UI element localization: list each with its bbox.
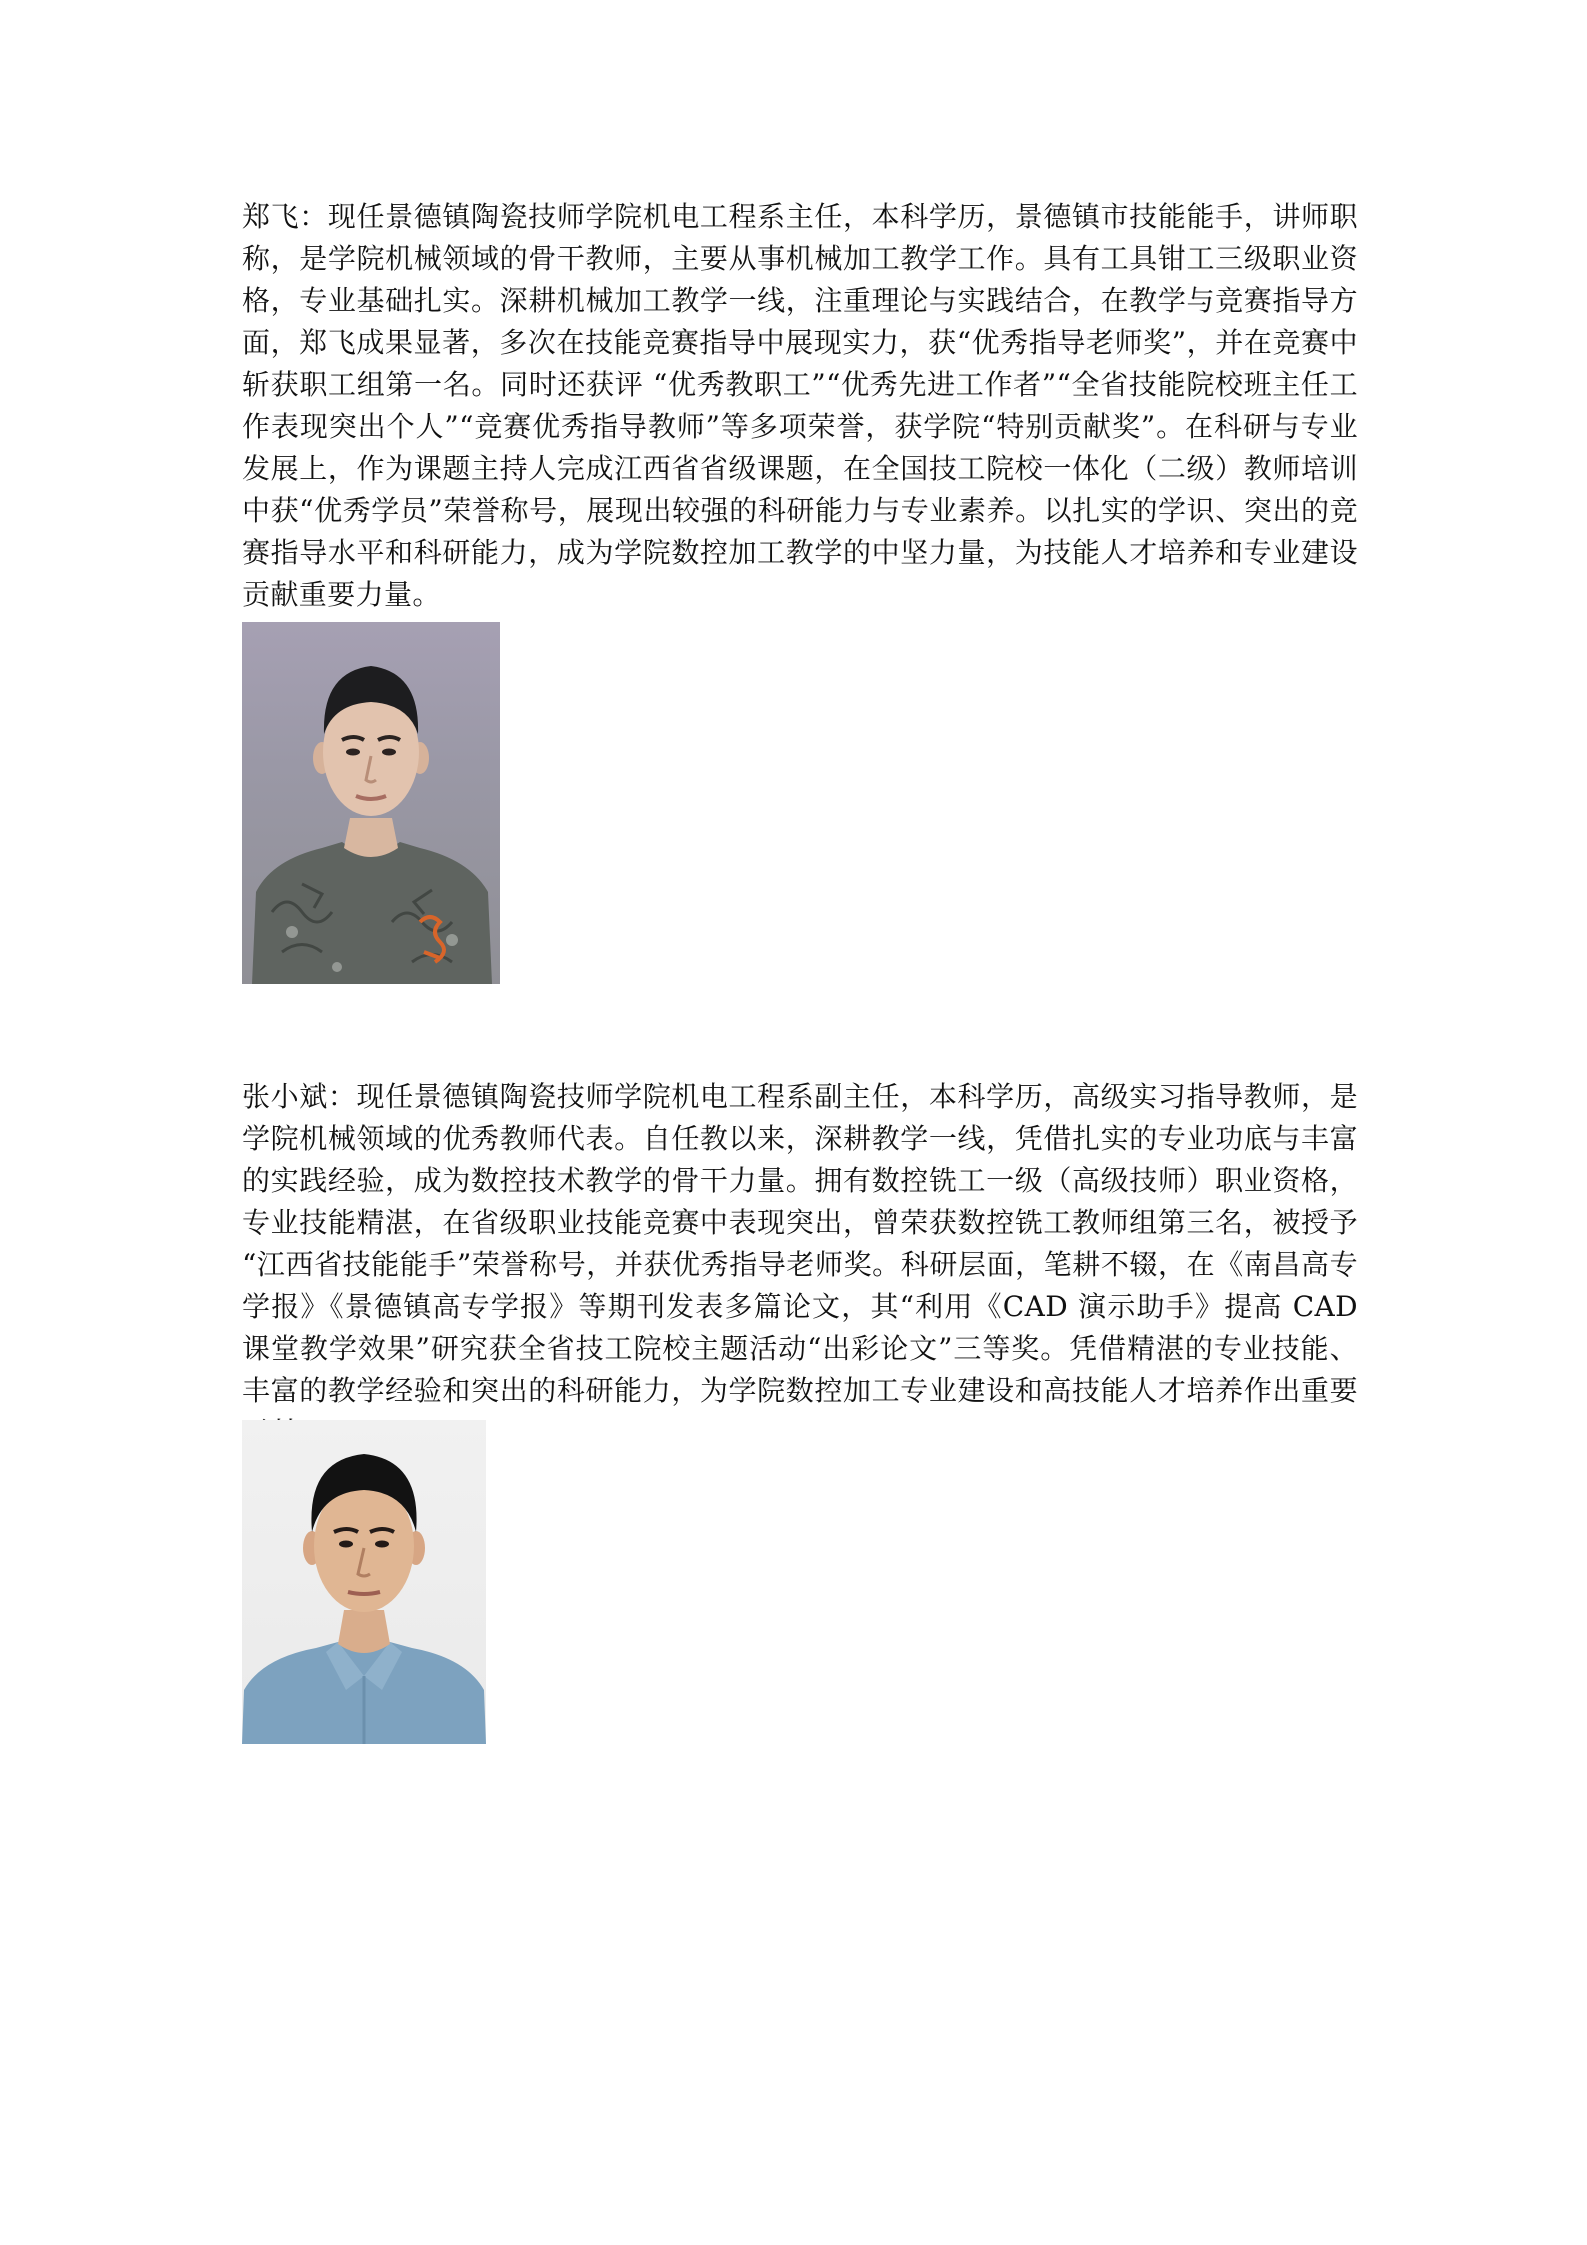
profile-paragraph-zheng-fei: 郑飞：现任景德镇陶瓷技师学院机电工程系主任，本科学历，景德镇市技能能手，讲师职称，是学院机械领域的骨干教师，主要从事机械加工教学工作。具有工具钳工三级职业资格，专业基础扎实。深耕机械加工教学一线，注重理论与实践结合，在教学与竞赛指导方面，郑飞成果显著，多次在技能竞赛指导中展现实力，获“优秀指导老师奖”，并在竞赛中斩获职工组第一名。同时还获评 “优秀教职工”“优秀先进工作者”“全省技能院校班主任工作表现突出个人”“竞赛优秀指导教师”等多项荣誉，获学院“特别贡献奖”。在科研与专业发展上，作为课题主持人完成江西省省级课题，在全国技工院校一体化（二级）教师培训中获“优秀学员”荣誉称号，展现出较强的科研能力与专业素养。以扎实的学识、突出的竞赛指导水平和科研能力，成为学院数控加工教学的中坚力量，为技能人才培养和专业建设贡献重要力量。 — [242, 200, 1358, 611]
portrait-illustration — [242, 1420, 486, 1744]
portrait-illustration — [242, 622, 500, 984]
portrait-photo-zheng-fei — [242, 622, 500, 984]
profile-paragraph-zhang-xiaobin: 张小斌：现任景德镇陶瓷技师学院机电工程系副主任，本科学历，高级实习指导教师，是学院机械领域的优秀教师代表。自任教以来，深耕教学一线，凭借扎实的专业功底与丰富的实践经验，成为数控技术教学的骨干力量。拥有数控铣工一级（高级技师）职业资格，专业技能精湛，在省级职业技能竞赛中表现突出，曾荣获数控铣工教师组第三名，被授予 “江西省技能能手”荣誉称号，并获优秀指导老师奖。科研层面，笔耕不辍，在《南昌高专学报》《景德镇高专学报》等期刊发表多篇论文，其“利用《CAD 演示助手》提高 CAD 课堂教学效果”研究获全省技工院校主题活动“出彩论文”三等奖。凭借精湛的专业技能、丰富的教学经验和突出的科研能力，为学院数控加工专业建设和高技能人才培养作出重要 — [242, 1080, 1358, 1407]
portrait-photo-zhang-xiaobin — [242, 1420, 486, 1744]
